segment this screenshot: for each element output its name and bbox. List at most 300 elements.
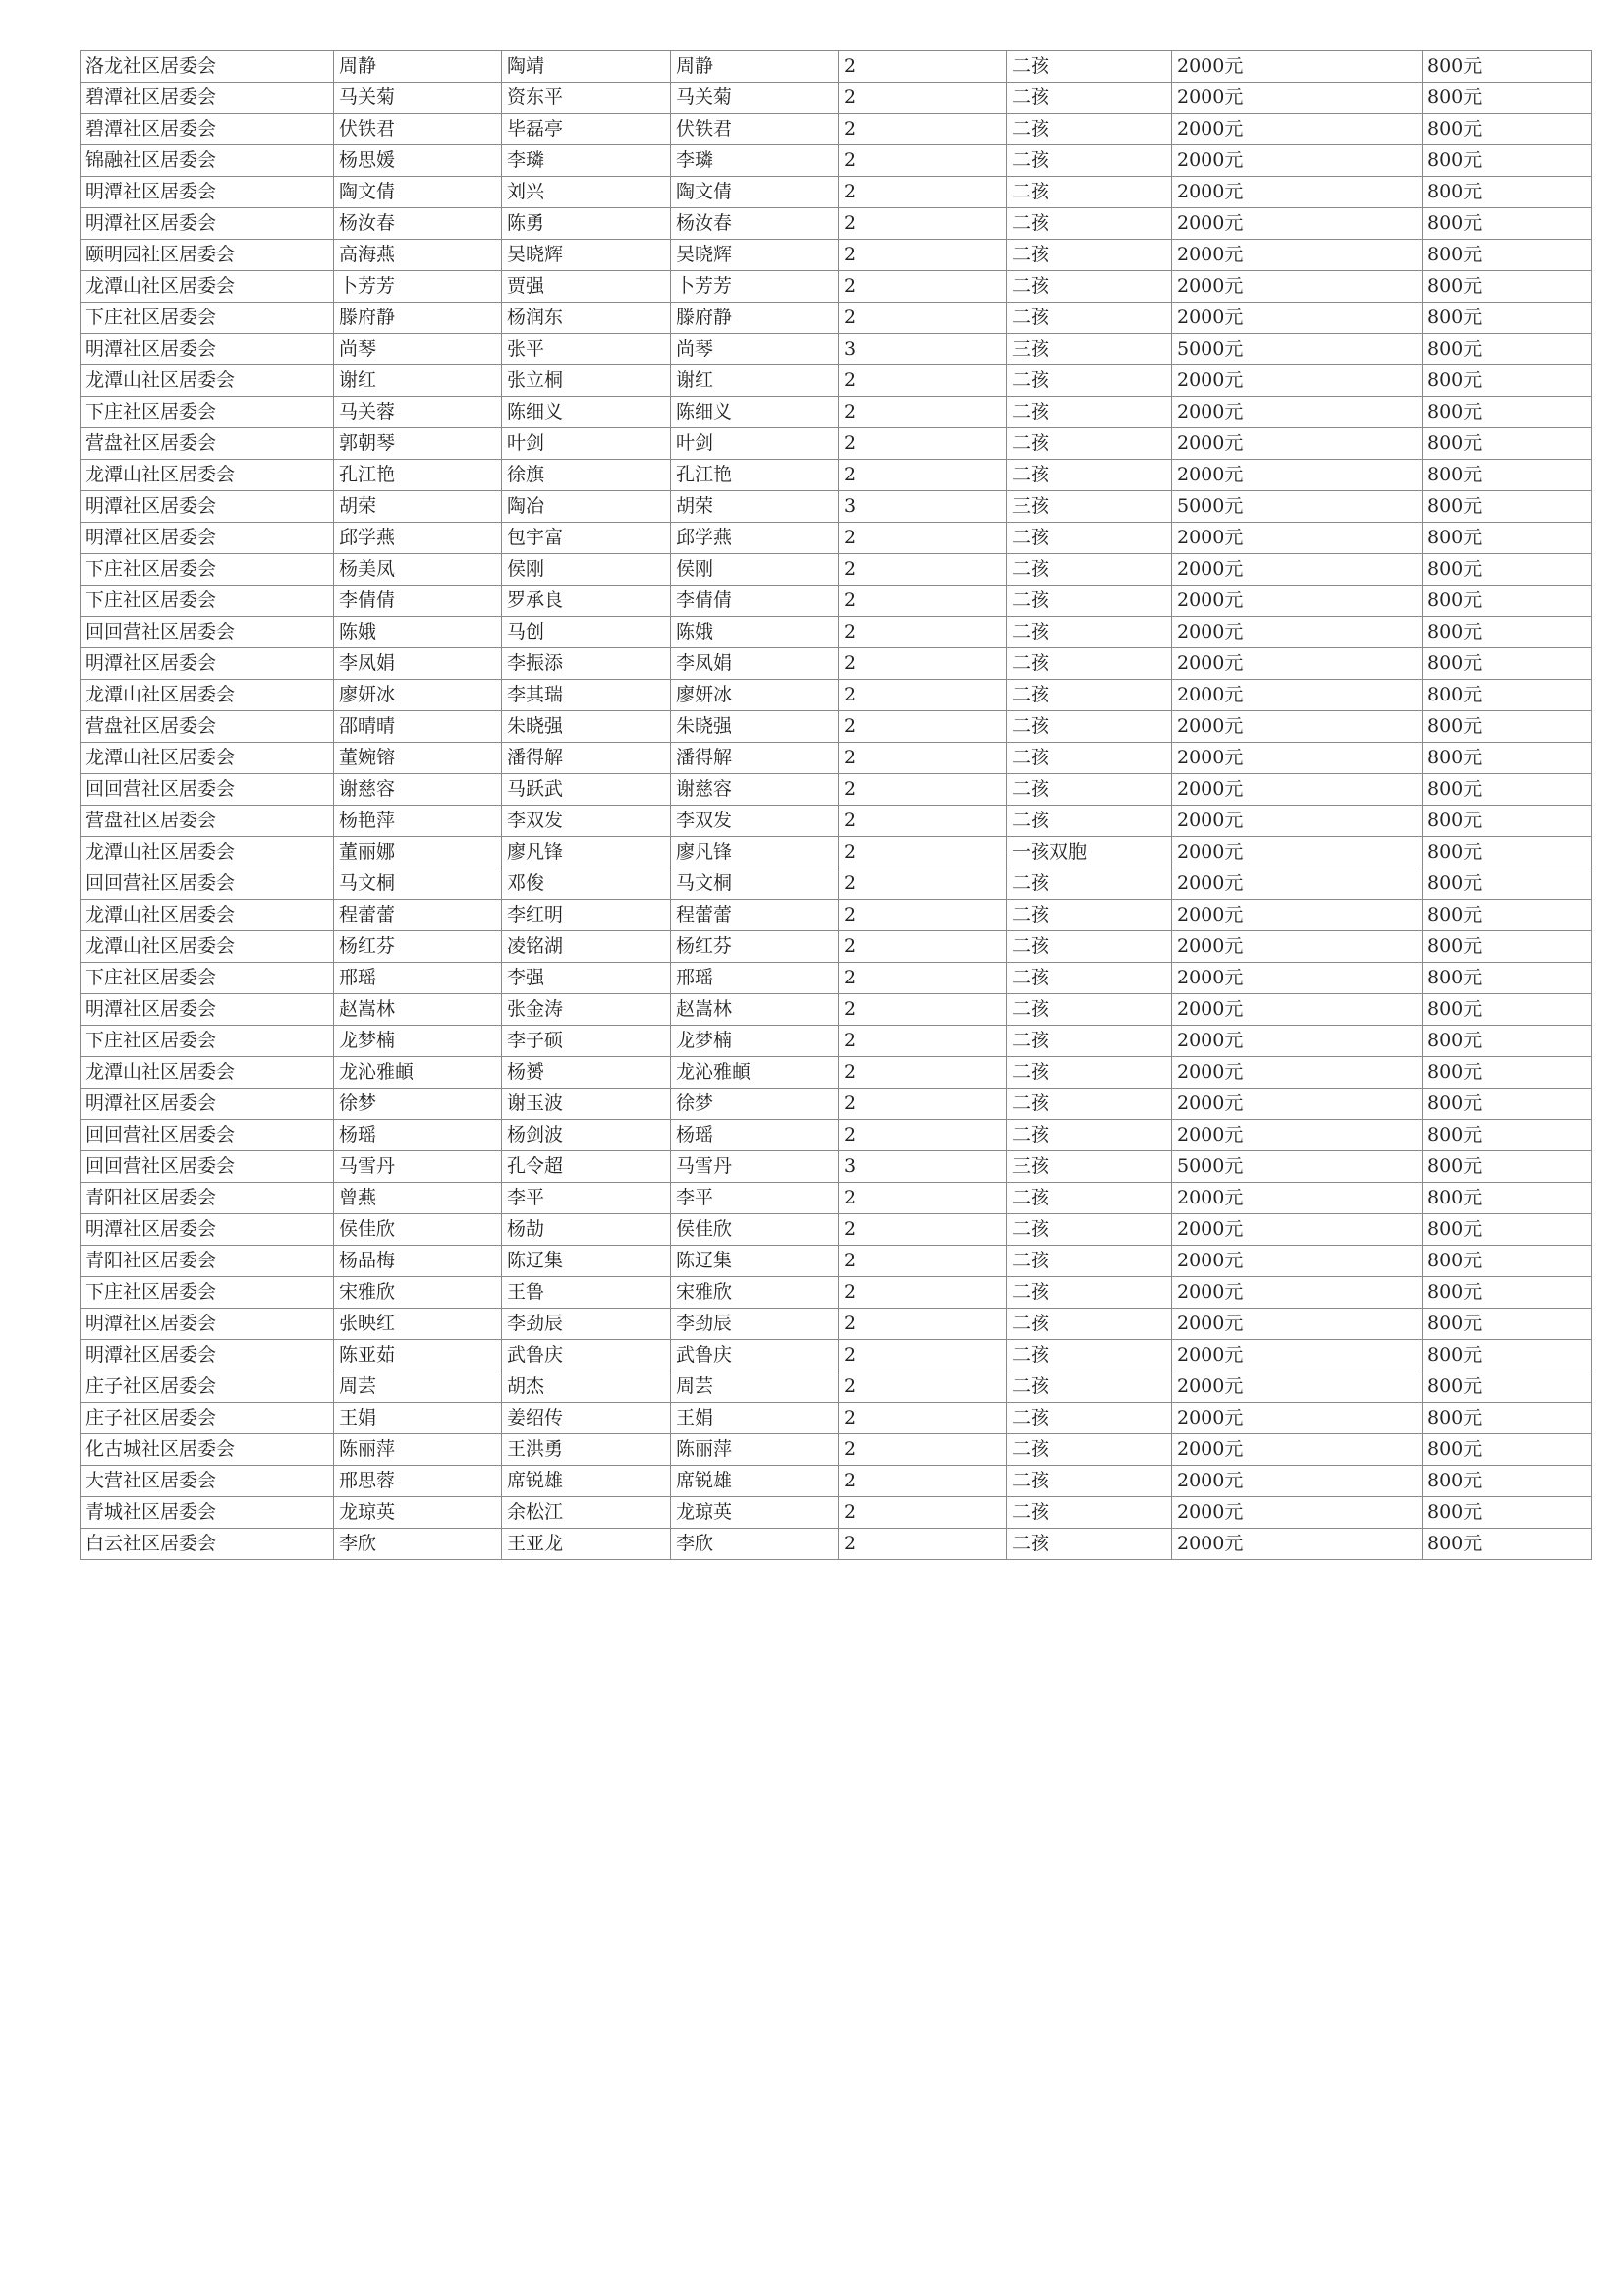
count-cell: 2 bbox=[839, 114, 1007, 145]
subsidy-cell: 800元 bbox=[1423, 523, 1592, 554]
count-cell: 2 bbox=[839, 774, 1007, 806]
amount-cell: 2000元 bbox=[1172, 900, 1423, 931]
type-cell: 二孩 bbox=[1007, 397, 1172, 428]
table-row bbox=[81, 460, 1592, 491]
amount-cell: 2000元 bbox=[1172, 460, 1423, 491]
name-a-cell: 陶文倩 bbox=[334, 177, 502, 208]
type-cell: 二孩 bbox=[1007, 1026, 1172, 1057]
name-c-cell: 程蕾蕾 bbox=[671, 900, 839, 931]
table-row bbox=[81, 240, 1592, 271]
amount-cell: 2000元 bbox=[1172, 114, 1423, 145]
name-c-cell: 宋雅欣 bbox=[671, 1277, 839, 1309]
amount-cell: 2000元 bbox=[1172, 1089, 1423, 1120]
name-b-cell: 杨剑波 bbox=[502, 1120, 671, 1151]
community-cell: 回回营社区居委会 bbox=[81, 868, 334, 900]
subsidy-cell: 800元 bbox=[1423, 1214, 1592, 1246]
count-cell: 2 bbox=[839, 397, 1007, 428]
type-cell: 二孩 bbox=[1007, 523, 1172, 554]
name-a-cell: 谢红 bbox=[334, 365, 502, 397]
community-cell: 明潭社区居委会 bbox=[81, 1089, 334, 1120]
name-b-cell: 陶冶 bbox=[502, 491, 671, 523]
type-cell: 二孩 bbox=[1007, 931, 1172, 963]
name-b-cell: 李璘 bbox=[502, 145, 671, 177]
count-cell: 2 bbox=[839, 51, 1007, 83]
name-a-cell: 徐梦 bbox=[334, 1089, 502, 1120]
table-row bbox=[81, 1277, 1592, 1309]
count-cell: 2 bbox=[839, 145, 1007, 177]
subsidy-cell: 800元 bbox=[1423, 1529, 1592, 1560]
table-row bbox=[81, 1057, 1592, 1089]
name-b-cell: 陶靖 bbox=[502, 51, 671, 83]
table-row bbox=[81, 271, 1592, 303]
name-a-cell: 马雪丹 bbox=[334, 1151, 502, 1183]
community-cell: 下庄社区居委会 bbox=[81, 963, 334, 994]
count-cell: 2 bbox=[839, 900, 1007, 931]
community-cell: 营盘社区居委会 bbox=[81, 428, 334, 460]
name-a-cell: 伏铁君 bbox=[334, 114, 502, 145]
community-cell: 明潭社区居委会 bbox=[81, 208, 334, 240]
name-a-cell: 张映红 bbox=[334, 1309, 502, 1340]
community-cell: 碧潭社区居委会 bbox=[81, 83, 334, 114]
community-cell: 龙潭山社区居委会 bbox=[81, 931, 334, 963]
name-b-cell: 李双发 bbox=[502, 806, 671, 837]
count-cell: 2 bbox=[839, 303, 1007, 334]
name-b-cell: 张立桐 bbox=[502, 365, 671, 397]
type-cell: 二孩 bbox=[1007, 428, 1172, 460]
name-a-cell: 邵晴晴 bbox=[334, 711, 502, 743]
count-cell: 2 bbox=[839, 586, 1007, 617]
table-row bbox=[81, 303, 1592, 334]
type-cell: 二孩 bbox=[1007, 177, 1172, 208]
name-a-cell: 邢思蓉 bbox=[334, 1466, 502, 1497]
name-c-cell: 李欣 bbox=[671, 1529, 839, 1560]
count-cell: 2 bbox=[839, 1497, 1007, 1529]
amount-cell: 2000元 bbox=[1172, 1403, 1423, 1434]
subsidy-cell: 800元 bbox=[1423, 586, 1592, 617]
count-cell: 2 bbox=[839, 1120, 1007, 1151]
name-b-cell: 陈辽集 bbox=[502, 1246, 671, 1277]
count-cell: 2 bbox=[839, 1466, 1007, 1497]
name-b-cell: 资东平 bbox=[502, 83, 671, 114]
count-cell: 2 bbox=[839, 743, 1007, 774]
name-c-cell: 孔江艳 bbox=[671, 460, 839, 491]
community-cell: 回回营社区居委会 bbox=[81, 617, 334, 648]
amount-cell: 2000元 bbox=[1172, 1246, 1423, 1277]
subsidy-cell: 800元 bbox=[1423, 1057, 1592, 1089]
type-cell: 二孩 bbox=[1007, 994, 1172, 1026]
amount-cell: 2000元 bbox=[1172, 83, 1423, 114]
name-b-cell: 李其瑞 bbox=[502, 680, 671, 711]
amount-cell: 2000元 bbox=[1172, 1026, 1423, 1057]
subsidy-cell: 800元 bbox=[1423, 868, 1592, 900]
name-a-cell: 尚琴 bbox=[334, 334, 502, 365]
subsidy-cell: 800元 bbox=[1423, 428, 1592, 460]
table-row bbox=[81, 1371, 1592, 1403]
amount-cell: 2000元 bbox=[1172, 177, 1423, 208]
name-c-cell: 李劲辰 bbox=[671, 1309, 839, 1340]
amount-cell: 2000元 bbox=[1172, 271, 1423, 303]
name-a-cell: 李倩倩 bbox=[334, 586, 502, 617]
table-row bbox=[81, 51, 1592, 83]
subsidy-cell: 800元 bbox=[1423, 177, 1592, 208]
name-b-cell: 陈勇 bbox=[502, 208, 671, 240]
subsidy-cell: 800元 bbox=[1423, 711, 1592, 743]
amount-cell: 2000元 bbox=[1172, 1183, 1423, 1214]
type-cell: 二孩 bbox=[1007, 83, 1172, 114]
name-c-cell: 谢慈容 bbox=[671, 774, 839, 806]
name-a-cell: 马关蓉 bbox=[334, 397, 502, 428]
name-c-cell: 侯刚 bbox=[671, 554, 839, 586]
name-b-cell: 马创 bbox=[502, 617, 671, 648]
name-a-cell: 李凤娟 bbox=[334, 648, 502, 680]
name-a-cell: 郭朝琴 bbox=[334, 428, 502, 460]
community-cell: 下庄社区居委会 bbox=[81, 586, 334, 617]
name-a-cell: 宋雅欣 bbox=[334, 1277, 502, 1309]
amount-cell: 2000元 bbox=[1172, 1497, 1423, 1529]
count-cell: 2 bbox=[839, 83, 1007, 114]
name-b-cell: 席锐雄 bbox=[502, 1466, 671, 1497]
name-a-cell: 杨美凤 bbox=[334, 554, 502, 586]
name-b-cell: 王洪勇 bbox=[502, 1434, 671, 1466]
type-cell: 二孩 bbox=[1007, 868, 1172, 900]
name-a-cell: 陈亚茹 bbox=[334, 1340, 502, 1371]
type-cell: 二孩 bbox=[1007, 460, 1172, 491]
table-row bbox=[81, 994, 1592, 1026]
name-c-cell: 龙沁雅頔 bbox=[671, 1057, 839, 1089]
name-b-cell: 张平 bbox=[502, 334, 671, 365]
name-a-cell: 廖妍冰 bbox=[334, 680, 502, 711]
name-c-cell: 朱晓强 bbox=[671, 711, 839, 743]
table-row bbox=[81, 1183, 1592, 1214]
type-cell: 二孩 bbox=[1007, 1089, 1172, 1120]
name-a-cell: 董丽娜 bbox=[334, 837, 502, 868]
table-row bbox=[81, 680, 1592, 711]
community-cell: 化古城社区居委会 bbox=[81, 1434, 334, 1466]
name-b-cell: 廖凡锋 bbox=[502, 837, 671, 868]
name-a-cell: 孔江艳 bbox=[334, 460, 502, 491]
type-cell: 二孩 bbox=[1007, 240, 1172, 271]
name-a-cell: 杨红芬 bbox=[334, 931, 502, 963]
count-cell: 3 bbox=[839, 1151, 1007, 1183]
amount-cell: 2000元 bbox=[1172, 397, 1423, 428]
name-a-cell: 高海燕 bbox=[334, 240, 502, 271]
name-c-cell: 杨汝春 bbox=[671, 208, 839, 240]
type-cell: 三孩 bbox=[1007, 334, 1172, 365]
community-cell: 回回营社区居委会 bbox=[81, 1120, 334, 1151]
table-row bbox=[81, 837, 1592, 868]
type-cell: 二孩 bbox=[1007, 1246, 1172, 1277]
table-row bbox=[81, 1120, 1592, 1151]
name-b-cell: 罗承良 bbox=[502, 586, 671, 617]
community-cell: 龙潭山社区居委会 bbox=[81, 837, 334, 868]
name-c-cell: 马关菊 bbox=[671, 83, 839, 114]
subsidy-cell: 800元 bbox=[1423, 680, 1592, 711]
subsidy-cell: 800元 bbox=[1423, 397, 1592, 428]
subsidy-cell: 800元 bbox=[1423, 145, 1592, 177]
name-a-cell: 龙梦楠 bbox=[334, 1026, 502, 1057]
table-row bbox=[81, 491, 1592, 523]
table-row bbox=[81, 365, 1592, 397]
amount-cell: 2000元 bbox=[1172, 1057, 1423, 1089]
community-cell: 营盘社区居委会 bbox=[81, 711, 334, 743]
count-cell: 2 bbox=[839, 1309, 1007, 1340]
name-c-cell: 尚琴 bbox=[671, 334, 839, 365]
name-a-cell: 李欣 bbox=[334, 1529, 502, 1560]
subsidy-cell: 800元 bbox=[1423, 806, 1592, 837]
name-a-cell: 杨思媛 bbox=[334, 145, 502, 177]
community-cell: 颐明园社区居委会 bbox=[81, 240, 334, 271]
community-cell: 大营社区居委会 bbox=[81, 1466, 334, 1497]
type-cell: 二孩 bbox=[1007, 51, 1172, 83]
community-cell: 下庄社区居委会 bbox=[81, 397, 334, 428]
count-cell: 2 bbox=[839, 680, 1007, 711]
name-c-cell: 陈丽萍 bbox=[671, 1434, 839, 1466]
table-row bbox=[81, 145, 1592, 177]
table-row bbox=[81, 114, 1592, 145]
amount-cell: 2000元 bbox=[1172, 1309, 1423, 1340]
community-cell: 锦融社区居委会 bbox=[81, 145, 334, 177]
count-cell: 2 bbox=[839, 1340, 1007, 1371]
name-c-cell: 胡荣 bbox=[671, 491, 839, 523]
table-row bbox=[81, 743, 1592, 774]
name-b-cell: 李红明 bbox=[502, 900, 671, 931]
table-row bbox=[81, 806, 1592, 837]
type-cell: 二孩 bbox=[1007, 774, 1172, 806]
type-cell: 二孩 bbox=[1007, 1340, 1172, 1371]
name-c-cell: 陶文倩 bbox=[671, 177, 839, 208]
amount-cell: 2000元 bbox=[1172, 743, 1423, 774]
table-row bbox=[81, 1466, 1592, 1497]
count-cell: 2 bbox=[839, 994, 1007, 1026]
table-row bbox=[81, 1026, 1592, 1057]
amount-cell: 5000元 bbox=[1172, 1151, 1423, 1183]
count-cell: 2 bbox=[839, 1089, 1007, 1120]
amount-cell: 2000元 bbox=[1172, 1277, 1423, 1309]
name-b-cell: 凌铭湖 bbox=[502, 931, 671, 963]
type-cell: 二孩 bbox=[1007, 806, 1172, 837]
count-cell: 2 bbox=[839, 1434, 1007, 1466]
name-b-cell: 孔令超 bbox=[502, 1151, 671, 1183]
table-row bbox=[81, 963, 1592, 994]
amount-cell: 2000元 bbox=[1172, 365, 1423, 397]
subsidy-cell: 800元 bbox=[1423, 617, 1592, 648]
community-cell: 龙潭山社区居委会 bbox=[81, 743, 334, 774]
subsidy-cell: 800元 bbox=[1423, 1151, 1592, 1183]
name-b-cell: 毕磊亭 bbox=[502, 114, 671, 145]
subsidy-cell: 800元 bbox=[1423, 1434, 1592, 1466]
name-b-cell: 王鲁 bbox=[502, 1277, 671, 1309]
community-cell: 龙潭山社区居委会 bbox=[81, 460, 334, 491]
community-cell: 明潭社区居委会 bbox=[81, 1309, 334, 1340]
table-row bbox=[81, 774, 1592, 806]
table-row bbox=[81, 586, 1592, 617]
community-cell: 龙潭山社区居委会 bbox=[81, 1057, 334, 1089]
type-cell: 一孩双胞 bbox=[1007, 837, 1172, 868]
amount-cell: 2000元 bbox=[1172, 1434, 1423, 1466]
table-row bbox=[81, 900, 1592, 931]
type-cell: 二孩 bbox=[1007, 1434, 1172, 1466]
table-row bbox=[81, 177, 1592, 208]
name-a-cell: 马关菊 bbox=[334, 83, 502, 114]
name-c-cell: 龙梦楠 bbox=[671, 1026, 839, 1057]
community-cell: 龙潭山社区居委会 bbox=[81, 271, 334, 303]
count-cell: 2 bbox=[839, 837, 1007, 868]
table-row bbox=[81, 1246, 1592, 1277]
amount-cell: 2000元 bbox=[1172, 586, 1423, 617]
subsidy-cell: 800元 bbox=[1423, 491, 1592, 523]
community-cell: 龙潭山社区居委会 bbox=[81, 900, 334, 931]
count-cell: 2 bbox=[839, 177, 1007, 208]
type-cell: 二孩 bbox=[1007, 586, 1172, 617]
count-cell: 2 bbox=[839, 365, 1007, 397]
name-b-cell: 杨赟 bbox=[502, 1057, 671, 1089]
count-cell: 2 bbox=[839, 711, 1007, 743]
subsidy-cell: 800元 bbox=[1423, 1120, 1592, 1151]
type-cell: 二孩 bbox=[1007, 271, 1172, 303]
subsidy-cell: 800元 bbox=[1423, 931, 1592, 963]
type-cell: 二孩 bbox=[1007, 617, 1172, 648]
count-cell: 2 bbox=[839, 1371, 1007, 1403]
name-b-cell: 王亚龙 bbox=[502, 1529, 671, 1560]
count-cell: 2 bbox=[839, 1026, 1007, 1057]
table-row bbox=[81, 1403, 1592, 1434]
community-cell: 庄子社区居委会 bbox=[81, 1403, 334, 1434]
community-cell: 龙潭山社区居委会 bbox=[81, 680, 334, 711]
type-cell: 三孩 bbox=[1007, 491, 1172, 523]
count-cell: 2 bbox=[839, 1057, 1007, 1089]
name-c-cell: 滕府静 bbox=[671, 303, 839, 334]
count-cell: 2 bbox=[839, 617, 1007, 648]
name-b-cell: 侯刚 bbox=[502, 554, 671, 586]
type-cell: 二孩 bbox=[1007, 303, 1172, 334]
count-cell: 2 bbox=[839, 523, 1007, 554]
amount-cell: 2000元 bbox=[1172, 648, 1423, 680]
count-cell: 2 bbox=[839, 428, 1007, 460]
type-cell: 二孩 bbox=[1007, 1403, 1172, 1434]
name-c-cell: 伏铁君 bbox=[671, 114, 839, 145]
count-cell: 2 bbox=[839, 868, 1007, 900]
name-c-cell: 陈细义 bbox=[671, 397, 839, 428]
community-cell: 青城社区居委会 bbox=[81, 1497, 334, 1529]
name-b-cell: 谢玉波 bbox=[502, 1089, 671, 1120]
amount-cell: 2000元 bbox=[1172, 931, 1423, 963]
subsidy-cell: 800元 bbox=[1423, 1403, 1592, 1434]
name-a-cell: 赵嵩林 bbox=[334, 994, 502, 1026]
community-cell: 明潭社区居委会 bbox=[81, 334, 334, 365]
type-cell: 三孩 bbox=[1007, 1151, 1172, 1183]
subsidy-cell: 800元 bbox=[1423, 1277, 1592, 1309]
amount-cell: 2000元 bbox=[1172, 145, 1423, 177]
subsidy-cell: 800元 bbox=[1423, 460, 1592, 491]
subsidy-cell: 800元 bbox=[1423, 334, 1592, 365]
type-cell: 二孩 bbox=[1007, 114, 1172, 145]
amount-cell: 2000元 bbox=[1172, 617, 1423, 648]
table-row bbox=[81, 208, 1592, 240]
subsidy-cell: 800元 bbox=[1423, 648, 1592, 680]
name-c-cell: 廖凡锋 bbox=[671, 837, 839, 868]
table-row bbox=[81, 1529, 1592, 1560]
table-body bbox=[81, 51, 1592, 1560]
name-b-cell: 武鲁庆 bbox=[502, 1340, 671, 1371]
name-c-cell: 邱学燕 bbox=[671, 523, 839, 554]
name-b-cell: 包宇富 bbox=[502, 523, 671, 554]
name-c-cell: 马雪丹 bbox=[671, 1151, 839, 1183]
subsidy-cell: 800元 bbox=[1423, 900, 1592, 931]
name-c-cell: 徐梦 bbox=[671, 1089, 839, 1120]
amount-cell: 2000元 bbox=[1172, 1529, 1423, 1560]
name-c-cell: 廖妍冰 bbox=[671, 680, 839, 711]
subsidy-cell: 800元 bbox=[1423, 1371, 1592, 1403]
count-cell: 2 bbox=[839, 1183, 1007, 1214]
subsidy-cell: 800元 bbox=[1423, 1497, 1592, 1529]
count-cell: 2 bbox=[839, 1403, 1007, 1434]
name-b-cell: 吴晓辉 bbox=[502, 240, 671, 271]
name-b-cell: 潘得解 bbox=[502, 743, 671, 774]
count-cell: 2 bbox=[839, 806, 1007, 837]
name-a-cell: 陈丽萍 bbox=[334, 1434, 502, 1466]
table-row bbox=[81, 711, 1592, 743]
subsidy-cell: 800元 bbox=[1423, 1089, 1592, 1120]
amount-cell: 2000元 bbox=[1172, 208, 1423, 240]
community-cell: 下庄社区居委会 bbox=[81, 1026, 334, 1057]
type-cell: 二孩 bbox=[1007, 900, 1172, 931]
name-a-cell: 周芸 bbox=[334, 1371, 502, 1403]
name-c-cell: 潘得解 bbox=[671, 743, 839, 774]
count-cell: 2 bbox=[839, 931, 1007, 963]
name-c-cell: 卜芳芳 bbox=[671, 271, 839, 303]
count-cell: 2 bbox=[839, 240, 1007, 271]
count-cell: 2 bbox=[839, 460, 1007, 491]
name-c-cell: 李璘 bbox=[671, 145, 839, 177]
count-cell: 3 bbox=[839, 491, 1007, 523]
community-cell: 龙潭山社区居委会 bbox=[81, 365, 334, 397]
name-a-cell: 杨瑶 bbox=[334, 1120, 502, 1151]
name-c-cell: 武鲁庆 bbox=[671, 1340, 839, 1371]
name-b-cell: 张金涛 bbox=[502, 994, 671, 1026]
table-row bbox=[81, 868, 1592, 900]
count-cell: 2 bbox=[839, 1529, 1007, 1560]
community-cell: 下庄社区居委会 bbox=[81, 303, 334, 334]
subsidy-cell: 800元 bbox=[1423, 303, 1592, 334]
subsidy-cell: 800元 bbox=[1423, 240, 1592, 271]
name-c-cell: 邢瑶 bbox=[671, 963, 839, 994]
amount-cell: 2000元 bbox=[1172, 523, 1423, 554]
subsidy-cell: 800元 bbox=[1423, 1026, 1592, 1057]
amount-cell: 2000元 bbox=[1172, 680, 1423, 711]
name-b-cell: 李强 bbox=[502, 963, 671, 994]
subsidy-cell: 800元 bbox=[1423, 1183, 1592, 1214]
subsidy-cell: 800元 bbox=[1423, 208, 1592, 240]
type-cell: 二孩 bbox=[1007, 1120, 1172, 1151]
name-b-cell: 徐旗 bbox=[502, 460, 671, 491]
name-a-cell: 杨品梅 bbox=[334, 1246, 502, 1277]
subsidy-cell: 800元 bbox=[1423, 837, 1592, 868]
name-a-cell: 董婉镕 bbox=[334, 743, 502, 774]
table-row bbox=[81, 554, 1592, 586]
subsidy-cell: 800元 bbox=[1423, 271, 1592, 303]
count-cell: 2 bbox=[839, 208, 1007, 240]
amount-cell: 2000元 bbox=[1172, 1466, 1423, 1497]
count-cell: 3 bbox=[839, 334, 1007, 365]
name-c-cell: 赵嵩林 bbox=[671, 994, 839, 1026]
count-cell: 2 bbox=[839, 271, 1007, 303]
table-row bbox=[81, 334, 1592, 365]
table-row bbox=[81, 428, 1592, 460]
name-a-cell: 杨汝春 bbox=[334, 208, 502, 240]
amount-cell: 5000元 bbox=[1172, 334, 1423, 365]
name-a-cell: 胡荣 bbox=[334, 491, 502, 523]
amount-cell: 2000元 bbox=[1172, 868, 1423, 900]
